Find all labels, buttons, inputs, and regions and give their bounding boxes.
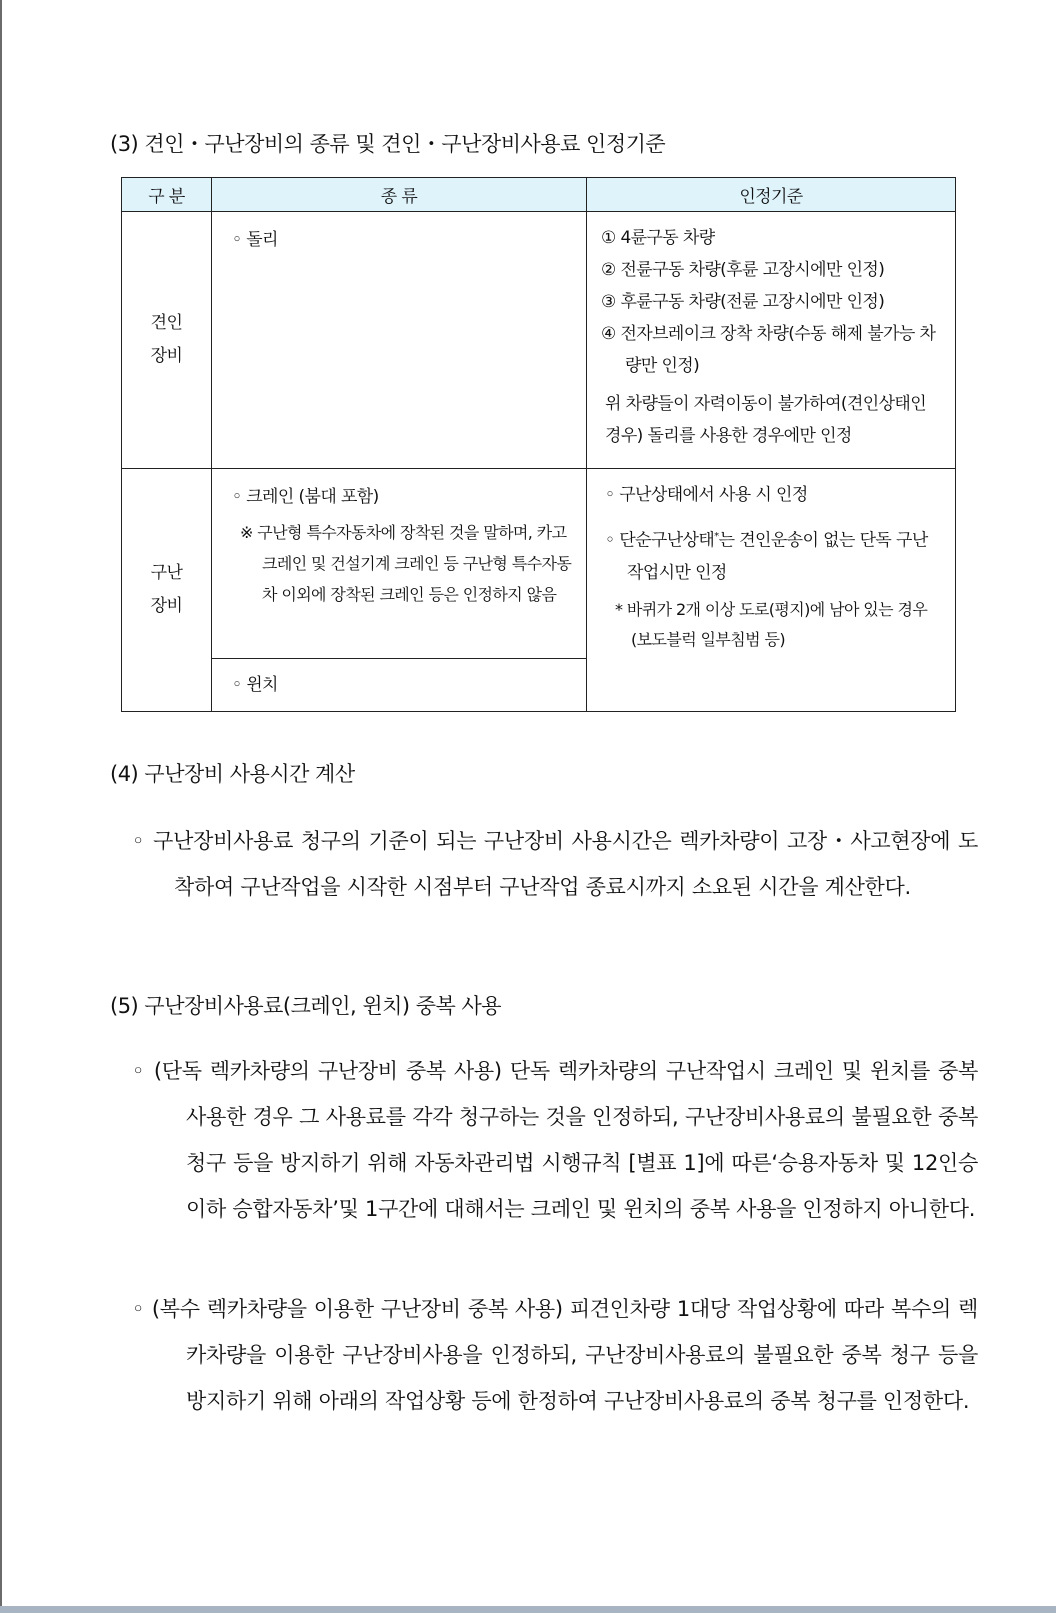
rescue-kind-crane: ◦ 크레인 (붐대 포함) (232, 487, 379, 507)
towing-criteria-cell (587, 212, 956, 469)
rescue-criteria-cell (587, 469, 956, 712)
criteria-item: ① 4륜구동 차량 (601, 228, 715, 248)
criteria-item: ② 전륜구동 차량(후륜 고장시에만 인정) (601, 260, 885, 280)
header-kind: 종 류 (212, 178, 587, 212)
header-category: 구 분 (122, 178, 212, 212)
rescue-criteria-note: * 바퀴가 2개 이상 도로(평지)에 남아 있는 경우(보도블럭 일부침범 등) (615, 599, 928, 649)
rescue-category-cell: 구난 장비 (122, 469, 212, 712)
rescue-kind-crane-cell (212, 469, 587, 659)
criteria-item: ③ 후륜구동 차량(전륜 고장시에만 인정) (601, 292, 885, 312)
equipment-standards-table (121, 177, 956, 712)
section-5-heading: (5) 구난장비사용료(크레인, 윈치) 중복 사용 (110, 994, 502, 1018)
towing-kind-dolly: ◦ 돌리 (232, 230, 278, 250)
table-header-row (122, 178, 956, 212)
section-5-body-2: ◦ (복수 렉카차량을 이용한 구난장비 중복 사용) 피견인차량 1대당 작업상황에 따라 복수의 렉카차량을 이용한 구난장비사용을 인정하되, 구난장비사용료의 불필요한 중복 청구 등을 방지하기 위해 아래의 작업상황 등에 한정하여 구난장비사용료의 중복 청구를 인정한다. (132, 1297, 978, 1413)
towing-criteria-note: 위 차량들이 자력이동이 불가하여(견인상태인 경우) 돌리를 사용한 경우에만 인정 (605, 394, 927, 446)
header-criteria: 인정기준 (587, 178, 956, 212)
rescue-kind-crane-note: ※ 구난형 특수자동차에 장착된 것을 말하며, 카고크레인 및 건설기계 크레인 등 구난형 특수자동차 이외에 장착된 크레인 등은 인정하지 않음 (240, 523, 572, 604)
section-4-heading: (4) 구난장비 사용시간 계산 (110, 762, 355, 786)
section-3-heading: (3) 견인・구난장비의 종류 및 견인・구난장비사용료 인정기준 (110, 132, 666, 156)
towing-kind-cell (212, 212, 587, 469)
section-5-body-1: ◦ (단독 렉카차량의 구난장비 중복 사용) 단독 렉카차량의 구난작업시 크레인 및 윈치를 중복 사용한 경우 그 사용료를 각각 청구하는 것을 인정하되, 구난장비사용료의 불필요한 중복 청구 등을 방지하기 위해 자동차관리법 시행규칙 [별표 1]에 따른‘승용자동차 및 12인승 이하 승합자동차’및 1구간에 대해서는 크레인 및 윈치의 중복 사용을 인정하지 아니한다. (132, 1059, 978, 1221)
rescue-kind-winch-cell (212, 659, 587, 712)
criteria-item: ◦ 구난상태에서 사용 시 인정 (605, 485, 808, 505)
criteria-item: ④ 전자브레이크 장착 차량(수동 해제 불가능 차량만 인정) (601, 324, 936, 376)
towing-category-cell: 견인 장비 (122, 212, 212, 469)
page-border-left (0, 0, 2, 1613)
rescue-kind-winch: ◦ 윈치 (232, 675, 278, 695)
table-row-rescue-crane (122, 469, 956, 659)
table-row-towing (122, 212, 956, 469)
section-4-body: ◦ 구난장비사용료 청구의 기준이 되는 구난장비 사용시간은 렉카차량이 고장・사고현장에 도착하여 구난작업을 시작한 시점부터 구난작업 종료시까지 소요된 시간을 계산한다. (132, 829, 978, 899)
criteria-item: ◦ 단순구난상태*는 견인운송이 없는 단독 구난작업시만 인정 (605, 530, 928, 583)
page-border-bottom (0, 1606, 1056, 1613)
